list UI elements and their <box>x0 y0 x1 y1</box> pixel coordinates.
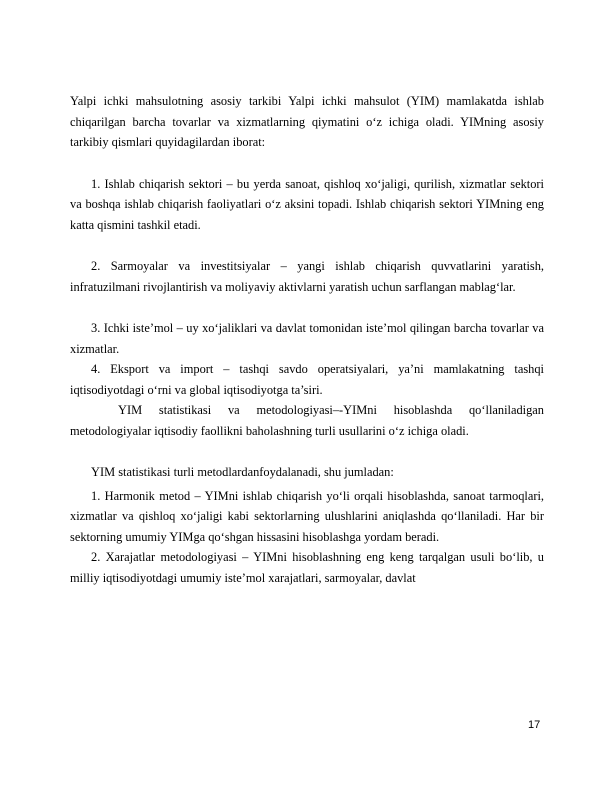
methods-intro-paragraph: YIM statistikasi turli metodlardanfoydalanadi, shu jumladan: <box>91 465 394 479</box>
intro-paragraph: Yalpi ichki mahsulotning asosiy tarkibi Yalpi ichki mahsulot (YIM) mamlakatda ishlab chiqarilgan barcha tovarlar va xizmatlarning qiymatini o‘z ichiga oladi. YIMning asosiy tarkibiy qismlari quyidagilardan iborat: <box>70 94 544 149</box>
harmonic-method-paragraph: 1. Harmonik metod – YIMni ishlab chiqarish yo‘li orqali hisoblashda, sanoat tarmoqlari, xizmatlar va qishloq xo‘jaligi kabi sektorlarning ulushlarini aniqlashda qo‘llaniladi. Har bir sektorning umumiy YIMga qo‘shgan hissasini hisoblashga yordam beradi. <box>70 488 544 544</box>
investment-paragraph: 2. Sarmoyalar va investitsiyalar – yangi ishlab chiqarish quvvatlarini yaratish, infratuzilmani rivojlantirish va moliyaviy aktivlarni yaratish uchun sarflangan mablag‘lar. <box>70 259 544 294</box>
export-import-paragraph: 4. Eksport va import – tashqi savdo operatsiyalari, ya’ni mamlakatning tashqi iqtisodiyotdagi o‘rni va global iqtisodiyotga ta’siri. <box>70 362 544 397</box>
paragraph-gap <box>70 297 544 318</box>
document-body <box>70 91 544 588</box>
methodology-paragraph: YIM statistikasi va metodologiyasi–-YIMni hisoblashda qo‘llaniladigan metodologiyalar iqtisodiy faollikni baholashning turli usullarini o‘z ichiga oladi. <box>70 403 544 438</box>
paragraph-gap <box>70 153 544 174</box>
page-number: 17 <box>528 719 541 731</box>
paragraph-gap <box>70 441 544 462</box>
expenditure-method-paragraph: 2. Xarajatlar metodologiyasi – YIMni hisoblashning eng keng tarqalgan usuli bo‘lib, u milliy iqtisodiyotdagi umumiy iste’mol xarajatlari, sarmoyalar, davlat <box>70 550 544 585</box>
paragraph-gap <box>70 235 544 256</box>
production-sector-paragraph: 1. Ishlab chiqarish sektori – bu yerda sanoat, qishloq xo‘jaligi, qurilish, xizmatlar sektori va boshqa ishlab chiqarish faoliyatlari o‘z aksini topadi. Ishlab chiqarish sektori YIMning eng katta qismini tashkil etadi. <box>70 176 544 232</box>
consumption-paragraph: 3. Ichki iste’mol – uy xo‘jaliklari va davlat tomonidan iste’mol qilingan barcha tovarlar va xizmatlar. <box>70 321 544 356</box>
